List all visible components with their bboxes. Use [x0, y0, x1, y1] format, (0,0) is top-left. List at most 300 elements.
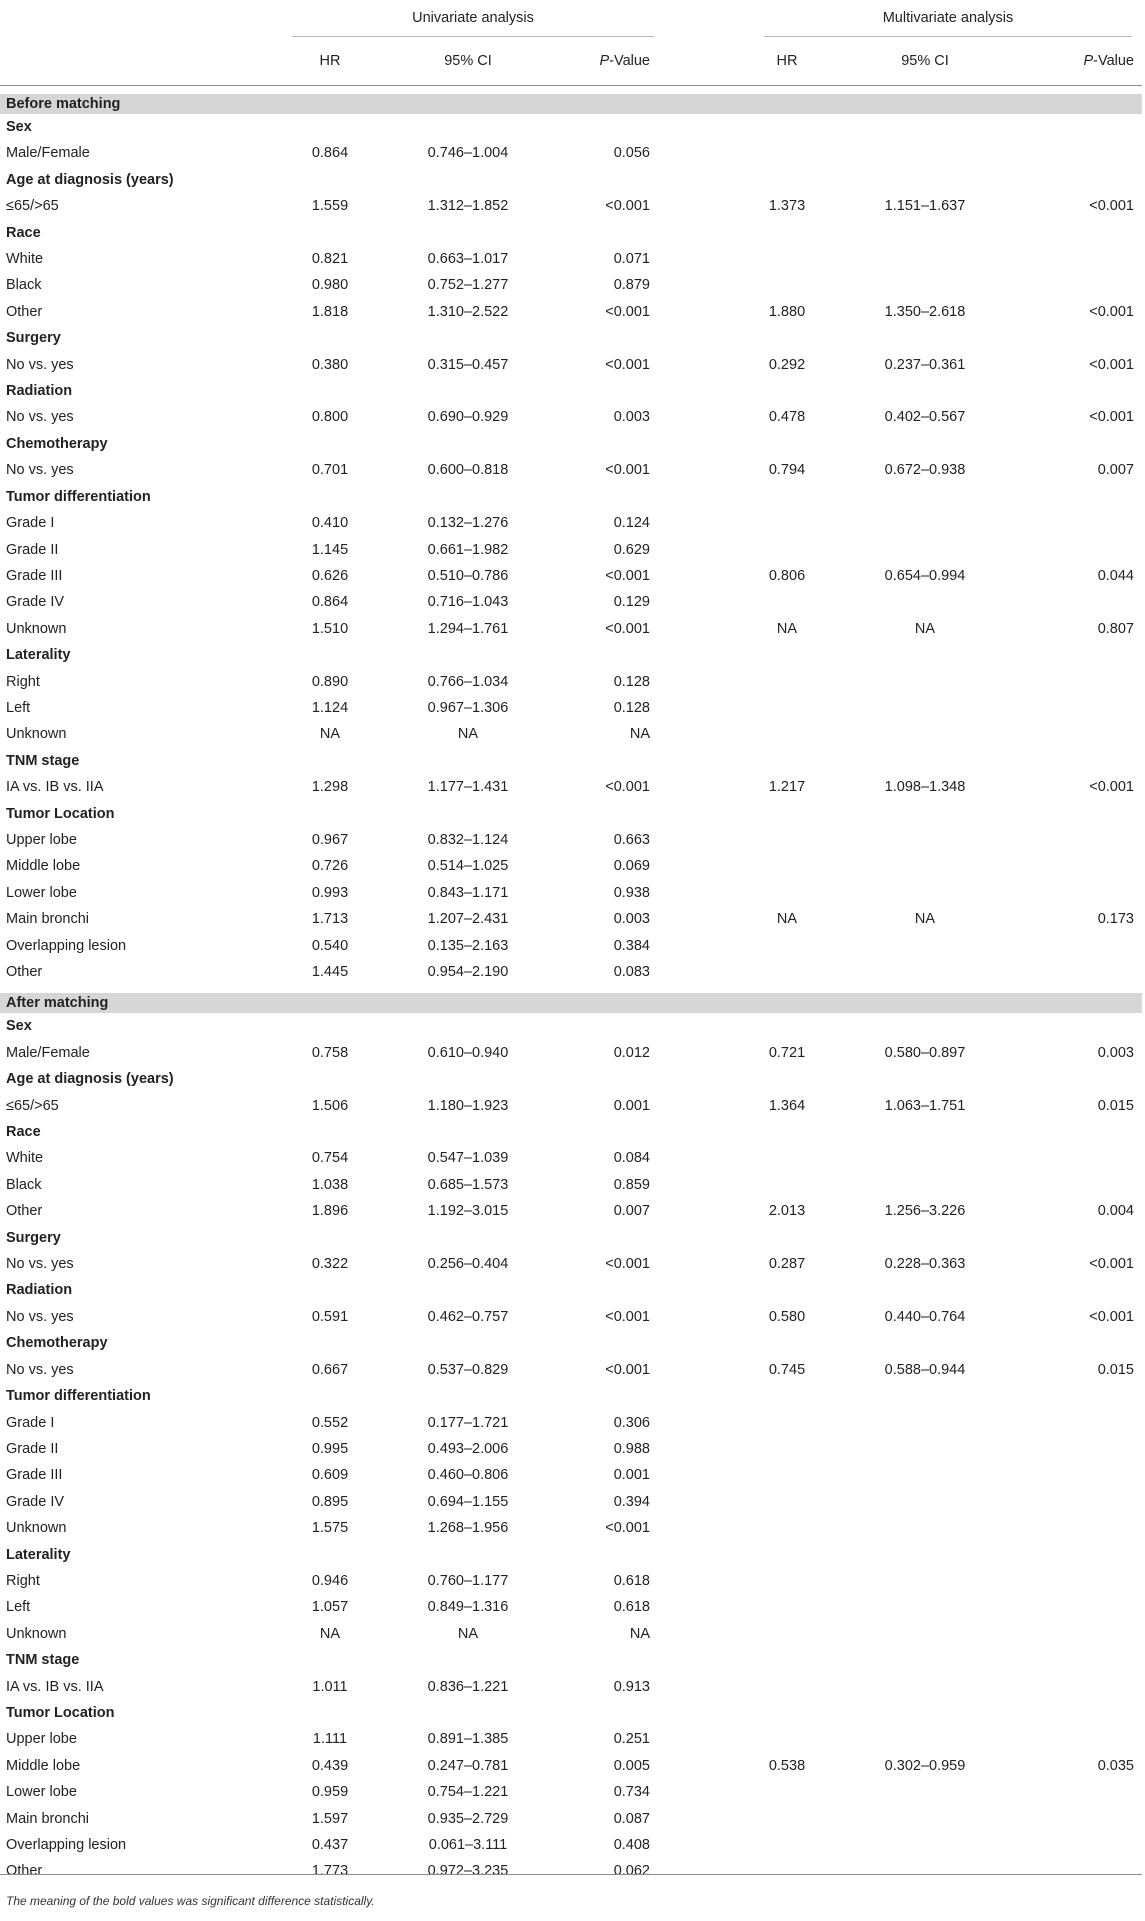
- multivariate-hr: 0.794: [768, 462, 806, 479]
- gap-cell: [664, 457, 754, 483]
- univariate-p-value: 0.618: [613, 1599, 650, 1616]
- multivariate-hr: [754, 1145, 820, 1171]
- multivariate-hr: 0.538: [768, 1757, 806, 1774]
- univariate-ci: 0.460–0.806: [427, 1467, 509, 1484]
- univariate-ci: 0.716–1.043: [427, 594, 509, 611]
- univariate-p-value: <0.001: [605, 1256, 650, 1273]
- multivariate-ci: [820, 1489, 1030, 1515]
- univariate-ci: 0.836–1.221: [427, 1678, 509, 1695]
- univariate-p-value: <0.001: [605, 620, 650, 637]
- multivariate-ci: 0.237–0.361: [884, 356, 966, 373]
- multivariate-ci: [820, 1172, 1030, 1198]
- spacer-cell: [0, 985, 1142, 993]
- univariate-p-value: <0.001: [605, 1308, 650, 1325]
- category-label: Age at diagnosis (years): [6, 171, 174, 188]
- multivariate-ci: [820, 933, 1030, 959]
- table-row: [0, 721, 1142, 747]
- multivariate-p-value: [1030, 1489, 1142, 1515]
- gap-cell: [664, 272, 754, 298]
- univariate-p-value: <0.001: [605, 198, 650, 215]
- univariate-ci: 0.135–2.163: [427, 937, 509, 954]
- variable-label: Black: [6, 1176, 42, 1193]
- category-label: Chemotherapy: [6, 435, 108, 452]
- univariate-p-value: <0.001: [605, 1520, 650, 1537]
- multivariate-hr: [754, 1806, 820, 1832]
- gap-cell: [664, 1357, 754, 1383]
- multivariate-ci: 0.588–0.944: [884, 1361, 966, 1378]
- multivariate-ci: [820, 695, 1030, 721]
- variable-label: IA vs. IB vs. IIA: [6, 1678, 104, 1695]
- multivariate-hr: NA: [776, 911, 798, 928]
- multivariate-hr: [754, 1621, 820, 1647]
- univariate-ci: 0.935–2.729: [427, 1810, 509, 1827]
- univariate-ci: 0.685–1.573: [427, 1176, 509, 1193]
- univariate-group-header: [282, 0, 664, 37]
- multivariate-p-value: <0.001: [1089, 1256, 1134, 1273]
- univariate-hr-header: HR: [282, 37, 378, 86]
- univariate-hr: 0.380: [311, 356, 349, 373]
- table-row: [0, 1726, 1142, 1752]
- multivariate-hr: [754, 669, 820, 695]
- multivariate-p-value: [1030, 1674, 1142, 1700]
- category-label: Tumor Location: [6, 805, 115, 822]
- multivariate-p-value: [1030, 537, 1142, 563]
- variable-label: Upper lobe: [6, 1731, 77, 1748]
- variable-label: Unknown: [6, 620, 67, 637]
- multivariate-ci-header: 95% CI: [820, 37, 1030, 86]
- univariate-hr: 0.322: [311, 1256, 349, 1273]
- gap-cell: [664, 616, 754, 642]
- univariate-ci: 1.177–1.431: [427, 779, 509, 796]
- gap-cell: [664, 1674, 754, 1700]
- univariate-p-value: NA: [629, 1625, 650, 1642]
- section-spacer: [0, 86, 1142, 95]
- univariate-hr: 0.609: [311, 1467, 349, 1484]
- multivariate-hr: [754, 853, 820, 879]
- table-row: [0, 906, 1142, 932]
- table-row: [0, 272, 1142, 298]
- category-label: Tumor Location: [6, 1704, 115, 1721]
- univariate-ci: 0.766–1.034: [427, 673, 509, 690]
- table-row: [0, 299, 1142, 325]
- multivariate-p-value: [1030, 1621, 1142, 1647]
- univariate-hr: 0.626: [311, 567, 349, 584]
- multivariate-ci: [820, 1594, 1030, 1620]
- variable-label: ≤65/>65: [6, 1097, 59, 1114]
- variable-label: Other: [6, 1863, 43, 1880]
- gap-cell: [664, 246, 754, 272]
- univariate-hr: 1.145: [311, 541, 349, 558]
- category-label: Laterality: [6, 1546, 71, 1563]
- multivariate-ci: [820, 1515, 1030, 1541]
- univariate-hr: 0.754: [311, 1150, 349, 1167]
- multivariate-hr: 0.745: [768, 1361, 806, 1378]
- table-row: [0, 246, 1142, 272]
- category-row: [0, 167, 1142, 193]
- multivariate-p-value: [1030, 853, 1142, 879]
- category-row: [0, 1225, 1142, 1251]
- univariate-p-value: 0.879: [613, 277, 650, 294]
- multivariate-hr: [754, 1594, 820, 1620]
- multivariate-p-value: 0.035: [1097, 1757, 1134, 1774]
- gap-cell: [664, 352, 754, 378]
- gap-cell: [664, 1806, 754, 1832]
- univariate-p-value: 0.128: [613, 673, 650, 690]
- table-row: [0, 669, 1142, 695]
- variable-label: Unknown: [6, 726, 67, 743]
- variable-label: IA vs. IB vs. IIA: [6, 779, 104, 796]
- multivariate-hr: [754, 721, 820, 747]
- univariate-ci: 0.760–1.177: [427, 1572, 509, 1589]
- multivariate-p-value: 0.044: [1097, 567, 1134, 584]
- multivariate-ci: 1.256–3.226: [884, 1203, 966, 1220]
- multivariate-p-value: [1030, 880, 1142, 906]
- univariate-ci: 0.537–0.829: [427, 1361, 509, 1378]
- multivariate-ci: [820, 669, 1030, 695]
- univariate-ci: 1.180–1.923: [427, 1097, 509, 1114]
- variable-label: No vs. yes: [6, 409, 74, 426]
- univariate-ci: 0.547–1.039: [427, 1150, 509, 1167]
- univariate-p-value: 0.003: [613, 911, 650, 928]
- gap-cell: [664, 695, 754, 721]
- gap-cell: [664, 510, 754, 536]
- category-row: [0, 1700, 1142, 1726]
- table-row: [0, 616, 1142, 642]
- univariate-hr: 0.821: [311, 251, 349, 268]
- univariate-hr: 1.111: [312, 1731, 348, 1748]
- multivariate-hr-header: HR: [754, 37, 820, 86]
- univariate-hr: 1.057: [311, 1599, 349, 1616]
- multivariate-p-value: [1030, 589, 1142, 615]
- multivariate-p-value: [1030, 1410, 1142, 1436]
- univariate-hr: 0.726: [311, 858, 349, 875]
- multivariate-p-value: [1030, 1726, 1142, 1752]
- multivariate-p-value: [1030, 669, 1142, 695]
- category-row: [0, 1542, 1142, 1568]
- univariate-hr: 1.510: [311, 620, 349, 637]
- multivariate-ci: 0.440–0.764: [884, 1308, 966, 1325]
- category-label: Surgery: [6, 1229, 61, 1246]
- table-row: [0, 1621, 1142, 1647]
- univariate-ci: 0.891–1.385: [427, 1731, 509, 1748]
- univariate-ci: 0.462–0.757: [427, 1308, 509, 1325]
- univariate-hr: 0.800: [311, 409, 349, 426]
- univariate-hr: 0.667: [311, 1361, 349, 1378]
- multivariate-ci: [820, 1832, 1030, 1858]
- multivariate-ci: [820, 1436, 1030, 1462]
- group-header-row: [0, 0, 1142, 37]
- category-label: Sex: [6, 1018, 32, 1035]
- univariate-p-value: <0.001: [605, 1361, 650, 1378]
- category-row: [0, 1383, 1142, 1409]
- multivariate-ci: 0.302–0.959: [884, 1757, 966, 1774]
- univariate-hr: 0.895: [311, 1493, 349, 1510]
- gap-cell: [664, 880, 754, 906]
- table-row: [0, 1594, 1142, 1620]
- variable-label: No vs. yes: [6, 1361, 74, 1378]
- multivariate-ci: [820, 272, 1030, 298]
- p-letter: P: [599, 53, 610, 69]
- category-label: Surgery: [6, 330, 61, 347]
- multivariate-ci: 1.063–1.751: [884, 1097, 966, 1114]
- variable-label: Main bronchi: [6, 911, 90, 928]
- table-row: [0, 1304, 1142, 1330]
- variable-label: Overlapping lesion: [6, 937, 127, 954]
- category-row: [0, 220, 1142, 246]
- univariate-hr: 1.773: [311, 1863, 349, 1880]
- p-suffix: -Value: [1093, 53, 1134, 69]
- category-row: [0, 801, 1142, 827]
- multivariate-hr: [754, 695, 820, 721]
- variable-label: Grade III: [6, 567, 63, 584]
- univariate-hr: 0.439: [311, 1757, 349, 1774]
- multivariate-hr: [754, 246, 820, 272]
- multivariate-hr: 0.287: [768, 1256, 806, 1273]
- multivariate-p-header: [1030, 37, 1142, 86]
- multivariate-group-label: Multivariate analysis: [764, 0, 1132, 37]
- table-row: [0, 1251, 1142, 1277]
- multivariate-hr: [754, 1726, 820, 1752]
- univariate-hr: 1.298: [311, 779, 349, 796]
- gap-cell: [664, 1462, 754, 1488]
- univariate-p-value: 0.408: [613, 1837, 650, 1853]
- univariate-p-value: <0.001: [605, 356, 650, 373]
- univariate-hr: 0.410: [311, 515, 349, 532]
- univariate-hr: 1.713: [311, 911, 349, 928]
- variable-label: No vs. yes: [6, 462, 74, 479]
- column-header-row: [0, 37, 1142, 86]
- multivariate-ci: 1.098–1.348: [884, 779, 966, 796]
- p-letter: P: [1083, 53, 1094, 69]
- table-row: [0, 1858, 1142, 1884]
- univariate-hr: NA: [319, 1625, 341, 1642]
- category-label: Laterality: [6, 647, 71, 664]
- multivariate-hr: [754, 272, 820, 298]
- univariate-ci: 0.315–0.457: [427, 356, 509, 373]
- gap-cell: [664, 1568, 754, 1594]
- multivariate-hr: [754, 1674, 820, 1700]
- table-row: [0, 457, 1142, 483]
- univariate-ci: 0.661–1.982: [427, 541, 509, 558]
- multivariate-p-value: 0.015: [1097, 1097, 1134, 1114]
- univariate-p-value: 0.012: [613, 1044, 650, 1061]
- univariate-hr: 0.993: [311, 884, 349, 901]
- table-row: [0, 563, 1142, 589]
- variable-label: Unknown: [6, 1625, 67, 1642]
- multivariate-p-value: [1030, 933, 1142, 959]
- univariate-group-label: Univariate analysis: [292, 0, 654, 37]
- multivariate-p-value: [1030, 959, 1142, 985]
- multivariate-p-value: [1030, 1145, 1142, 1171]
- univariate-hr: 0.890: [311, 673, 349, 690]
- univariate-p-value: 0.003: [613, 409, 650, 426]
- multivariate-ci: [820, 1779, 1030, 1805]
- variable-label: Left: [6, 699, 31, 716]
- univariate-ci: 1.312–1.852: [427, 198, 509, 215]
- variable-label: Lower lobe: [6, 884, 77, 901]
- univariate-ci: 0.600–0.818: [427, 462, 509, 479]
- univariate-p-value: 0.938: [613, 884, 650, 901]
- multivariate-hr: [754, 1568, 820, 1594]
- gap-cell: [664, 853, 754, 879]
- category-row: [0, 484, 1142, 510]
- multivariate-hr: [754, 1489, 820, 1515]
- univariate-p-value: 0.001: [613, 1097, 650, 1114]
- univariate-ci: 0.247–0.781: [427, 1757, 509, 1774]
- category-label: Sex: [6, 119, 32, 135]
- multivariate-ci: 0.228–0.363: [884, 1256, 966, 1273]
- multivariate-ci: [820, 510, 1030, 536]
- univariate-ci: 0.832–1.124: [427, 831, 509, 848]
- multivariate-ci: [820, 1145, 1030, 1171]
- category-label: Tumor differentiation: [6, 488, 151, 505]
- variable-label: Grade IV: [6, 594, 65, 611]
- multivariate-hr: 0.806: [768, 567, 806, 584]
- multivariate-p-value: 0.807: [1097, 620, 1134, 637]
- univariate-hr: 1.597: [311, 1810, 349, 1827]
- univariate-p-value: 0.087: [613, 1810, 650, 1827]
- univariate-ci: NA: [457, 726, 479, 743]
- multivariate-p-value: 0.003: [1097, 1044, 1134, 1061]
- gap-cell: [664, 774, 754, 800]
- variable-label: Grade I: [6, 515, 55, 532]
- multivariate-hr: 1.364: [768, 1097, 806, 1114]
- gap-cell: [664, 140, 754, 166]
- header-gap-cell: [664, 37, 754, 86]
- multivariate-hr: [754, 1515, 820, 1541]
- category-row: [0, 325, 1142, 351]
- multivariate-p-value: <0.001: [1089, 779, 1134, 796]
- gap-cell: [664, 1304, 754, 1330]
- univariate-ci: 0.177–1.721: [427, 1414, 509, 1431]
- variable-label: Grade III: [6, 1467, 63, 1484]
- multivariate-hr: [754, 1779, 820, 1805]
- multivariate-hr: 1.373: [768, 198, 806, 215]
- multivariate-ci: 1.151–1.637: [884, 198, 966, 215]
- multivariate-hr: [754, 1172, 820, 1198]
- univariate-hr: 1.038: [311, 1176, 349, 1193]
- multivariate-hr: [754, 1410, 820, 1436]
- table-row: [0, 589, 1142, 615]
- univariate-hr: 0.946: [311, 1572, 349, 1589]
- multivariate-ci: [820, 1621, 1030, 1647]
- multivariate-hr: [754, 1436, 820, 1462]
- table-header: [0, 0, 1142, 86]
- gap-cell: [664, 1779, 754, 1805]
- multivariate-hr: [754, 827, 820, 853]
- univariate-p-value: 0.056: [613, 145, 650, 162]
- table-row: [0, 1410, 1142, 1436]
- gap-cell: [664, 404, 754, 430]
- variable-label: ≤65/>65: [6, 198, 59, 215]
- table-row: [0, 1489, 1142, 1515]
- gap-cell: [664, 1436, 754, 1462]
- gap-cell: [664, 1251, 754, 1277]
- multivariate-hr: [754, 1832, 820, 1858]
- table-row: [0, 1779, 1142, 1805]
- multivariate-p-value: [1030, 1568, 1142, 1594]
- univariate-p-value: 0.629: [613, 541, 650, 558]
- multivariate-p-value: [1030, 1806, 1142, 1832]
- multivariate-p-value: 0.015: [1097, 1361, 1134, 1378]
- multivariate-hr: 0.721: [768, 1044, 806, 1061]
- table-row: [0, 1145, 1142, 1171]
- table-row: [0, 695, 1142, 721]
- univariate-hr: 0.701: [311, 462, 349, 479]
- univariate-p-value: 0.734: [613, 1784, 650, 1801]
- category-row: [0, 1119, 1142, 1145]
- univariate-ci: 1.294–1.761: [427, 620, 509, 637]
- gap-cell: [664, 563, 754, 589]
- multivariate-p-value: 0.004: [1097, 1203, 1134, 1220]
- univariate-hr: 0.980: [311, 277, 349, 294]
- univariate-p-value: 0.069: [613, 858, 650, 875]
- univariate-ci: 0.752–1.277: [427, 277, 509, 294]
- univariate-p-value: 0.394: [613, 1493, 650, 1510]
- variable-label: Other: [6, 1203, 43, 1220]
- category-label: Chemotherapy: [6, 1335, 108, 1352]
- gap-cell: [664, 537, 754, 563]
- univariate-ci: 0.954–2.190: [427, 964, 509, 980]
- section-spacer: [0, 985, 1142, 993]
- multivariate-p-value: [1030, 695, 1142, 721]
- multivariate-hr: 1.880: [768, 303, 806, 320]
- univariate-ci: 1.192–3.015: [427, 1203, 509, 1220]
- multivariate-p-value: [1030, 510, 1142, 536]
- multivariate-ci: NA: [914, 620, 936, 637]
- variable-label: Other: [6, 303, 43, 320]
- multivariate-ci: [820, 1806, 1030, 1832]
- table-row: [0, 1806, 1142, 1832]
- variable-label: Grade IV: [6, 1493, 65, 1510]
- multivariate-ci: [820, 1674, 1030, 1700]
- univariate-hr: 0.540: [311, 937, 349, 954]
- univariate-ci: 0.694–1.155: [427, 1493, 509, 1510]
- spacer-cell: [0, 86, 1142, 95]
- gap-cell: [664, 1753, 754, 1779]
- multivariate-hr: 0.580: [768, 1308, 806, 1325]
- univariate-p-value: 0.007: [613, 1203, 650, 1220]
- category-label: TNM stage: [6, 1652, 80, 1669]
- category-row: [0, 748, 1142, 774]
- section-header-row: [0, 993, 1142, 1013]
- multivariate-hr: NA: [776, 620, 798, 637]
- table-row: [0, 404, 1142, 430]
- table-row: [0, 1568, 1142, 1594]
- multivariate-p-value: [1030, 1594, 1142, 1620]
- table-row: [0, 1462, 1142, 1488]
- variable-label: Grade II: [6, 541, 59, 558]
- gap-cell: [664, 1621, 754, 1647]
- univariate-hr: 0.959: [311, 1784, 349, 1801]
- variable-label: No vs. yes: [6, 1256, 74, 1273]
- univariate-hr: 1.559: [311, 198, 349, 215]
- multivariate-hr: [754, 1858, 820, 1884]
- univariate-p-value: 0.129: [613, 594, 650, 611]
- multivariate-hr: 0.478: [768, 409, 806, 426]
- multivariate-p-value: <0.001: [1089, 1308, 1134, 1325]
- table-row: [0, 1093, 1142, 1119]
- univariate-hr: 1.575: [311, 1520, 349, 1537]
- table-footnote: The meaning of the bold values was significant difference statistically.: [6, 1894, 375, 1908]
- univariate-hr: 0.995: [311, 1440, 349, 1457]
- univariate-ci: 1.310–2.522: [427, 303, 509, 320]
- header-gap-cell: [664, 0, 754, 37]
- table-row: [0, 537, 1142, 563]
- section-title: After matching: [0, 993, 1142, 1013]
- category-row: [0, 1647, 1142, 1673]
- multivariate-ci: [820, 853, 1030, 879]
